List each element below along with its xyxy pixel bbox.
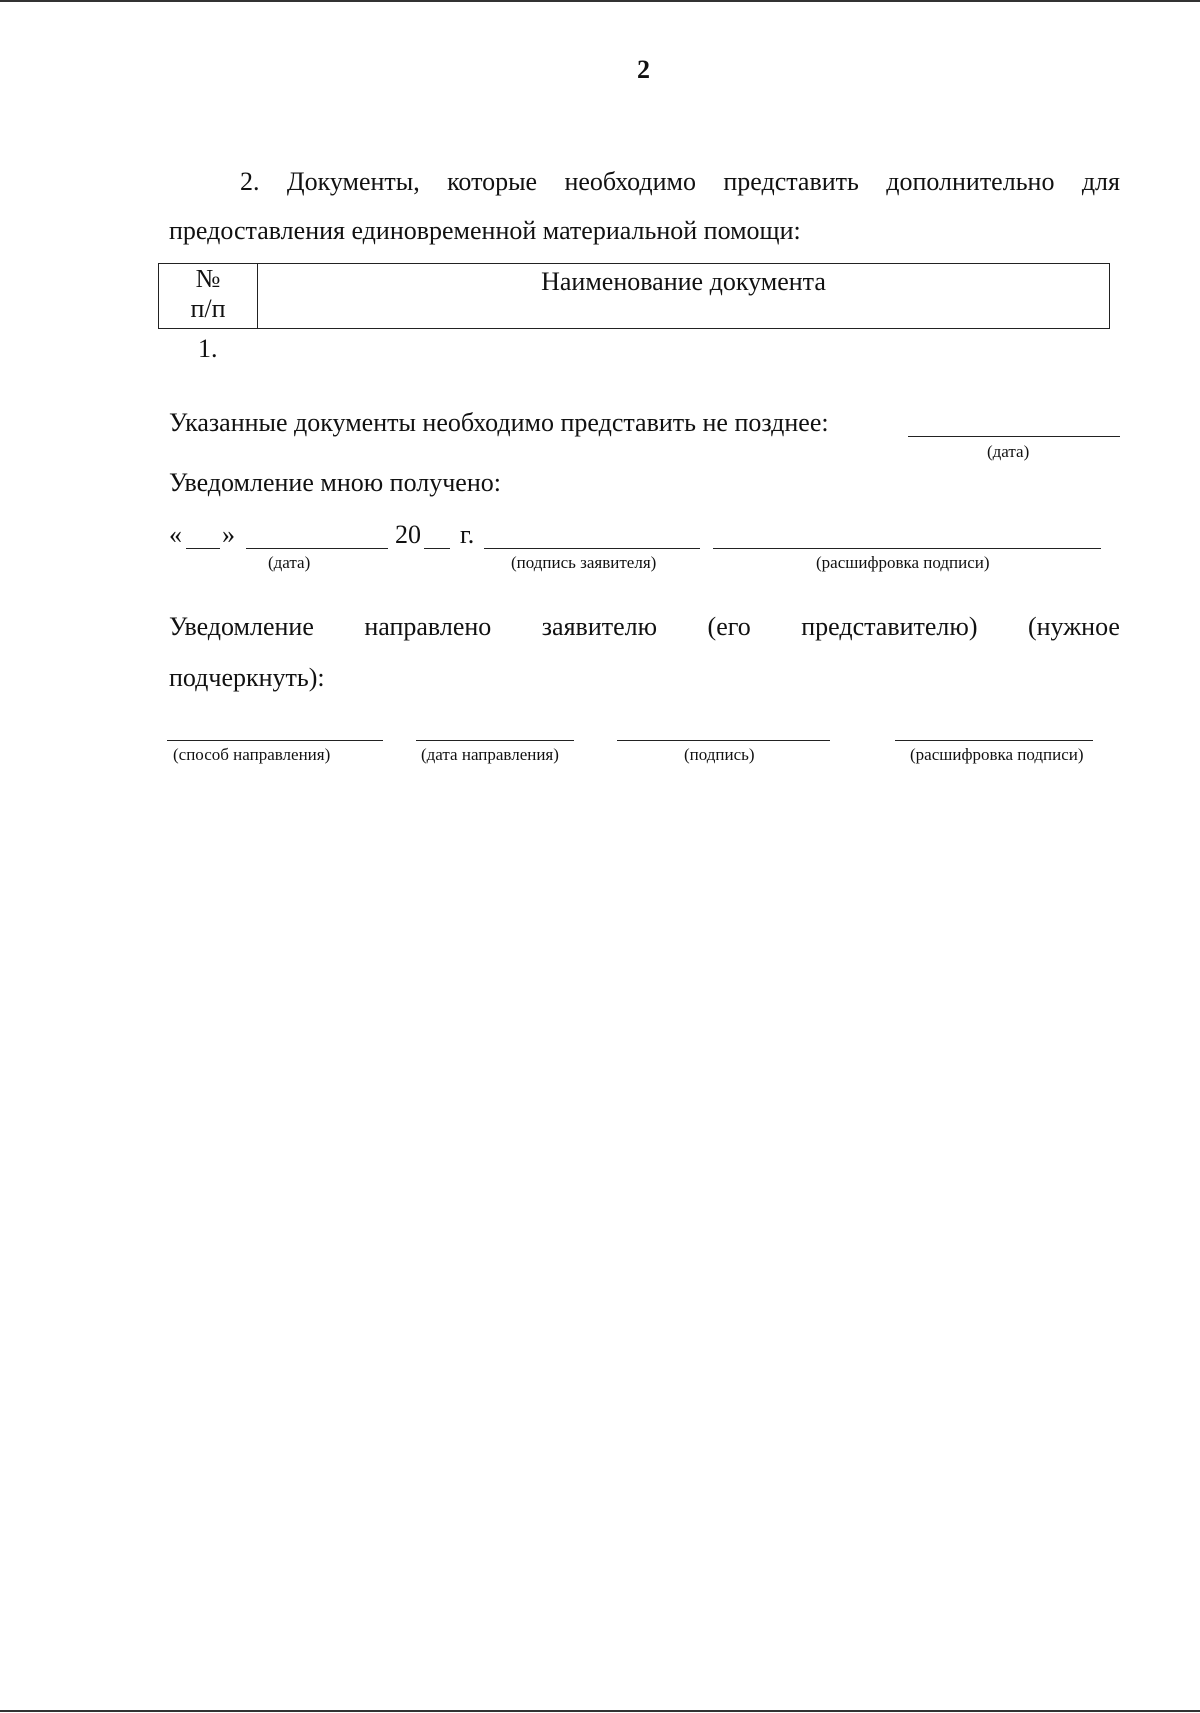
sent-word: Уведомление	[169, 612, 314, 641]
scan-edge-bottom	[0, 1710, 1200, 1712]
documents-table	[158, 263, 1110, 329]
section-heading-line2: предоставления единовременной материальной помощи:	[169, 216, 801, 245]
header-number-line1: №	[195, 264, 221, 293]
date-label: (дата)	[268, 553, 311, 572]
deadline-date-label: (дата)	[987, 442, 1030, 461]
scan-edge-top	[0, 0, 1200, 2]
section-heading-line1: 2. Документы, которые необходимо представить дополнительно для	[240, 167, 1120, 196]
table-row-number: 1.	[198, 334, 218, 363]
signature-transcript-label: (расшифровка подписи)	[816, 553, 990, 572]
header-document-name: Наименование документа	[258, 264, 1110, 329]
send-method-field[interactable]	[167, 740, 383, 741]
header-number	[159, 264, 258, 329]
sent-word: (его	[707, 612, 751, 641]
sent-text-line1	[169, 612, 1120, 642]
year-field[interactable]	[424, 548, 450, 549]
send-method-label: (способ направления)	[173, 745, 331, 764]
send-date-field[interactable]	[416, 740, 574, 741]
page-number: 2	[637, 55, 650, 84]
received-text: Уведомление мною получено:	[169, 468, 501, 497]
day-field[interactable]	[186, 548, 220, 549]
month-field[interactable]	[246, 548, 388, 549]
close-quote: »	[222, 520, 235, 549]
applicant-signature-field[interactable]	[484, 548, 700, 549]
sender-transcript-label: (расшифровка подписи)	[910, 745, 1084, 764]
sent-word: представителю)	[801, 612, 978, 641]
table-header-row	[159, 264, 1110, 329]
open-quote: «	[169, 520, 182, 549]
header-number-line2: п/п	[190, 294, 226, 323]
deadline-text: Указанные документы необходимо представить не позднее:	[169, 408, 829, 437]
applicant-signature-label: (подпись заявителя)	[511, 553, 657, 572]
year-prefix: 20	[395, 520, 421, 549]
sent-text-line2: подчеркнуть):	[169, 663, 325, 692]
deadline-date-field[interactable]	[908, 436, 1120, 437]
sender-transcript-field[interactable]	[895, 740, 1093, 741]
sender-signature-field[interactable]	[617, 740, 830, 741]
signature-transcript-field[interactable]	[713, 548, 1101, 549]
sent-word: заявителю	[541, 612, 658, 641]
sent-word: (нужное	[1027, 612, 1120, 641]
sent-word: направлено	[364, 612, 492, 641]
send-date-label: (дата направления)	[421, 745, 559, 764]
sender-signature-label: (подпись)	[684, 745, 755, 764]
year-suffix: г.	[460, 520, 475, 549]
